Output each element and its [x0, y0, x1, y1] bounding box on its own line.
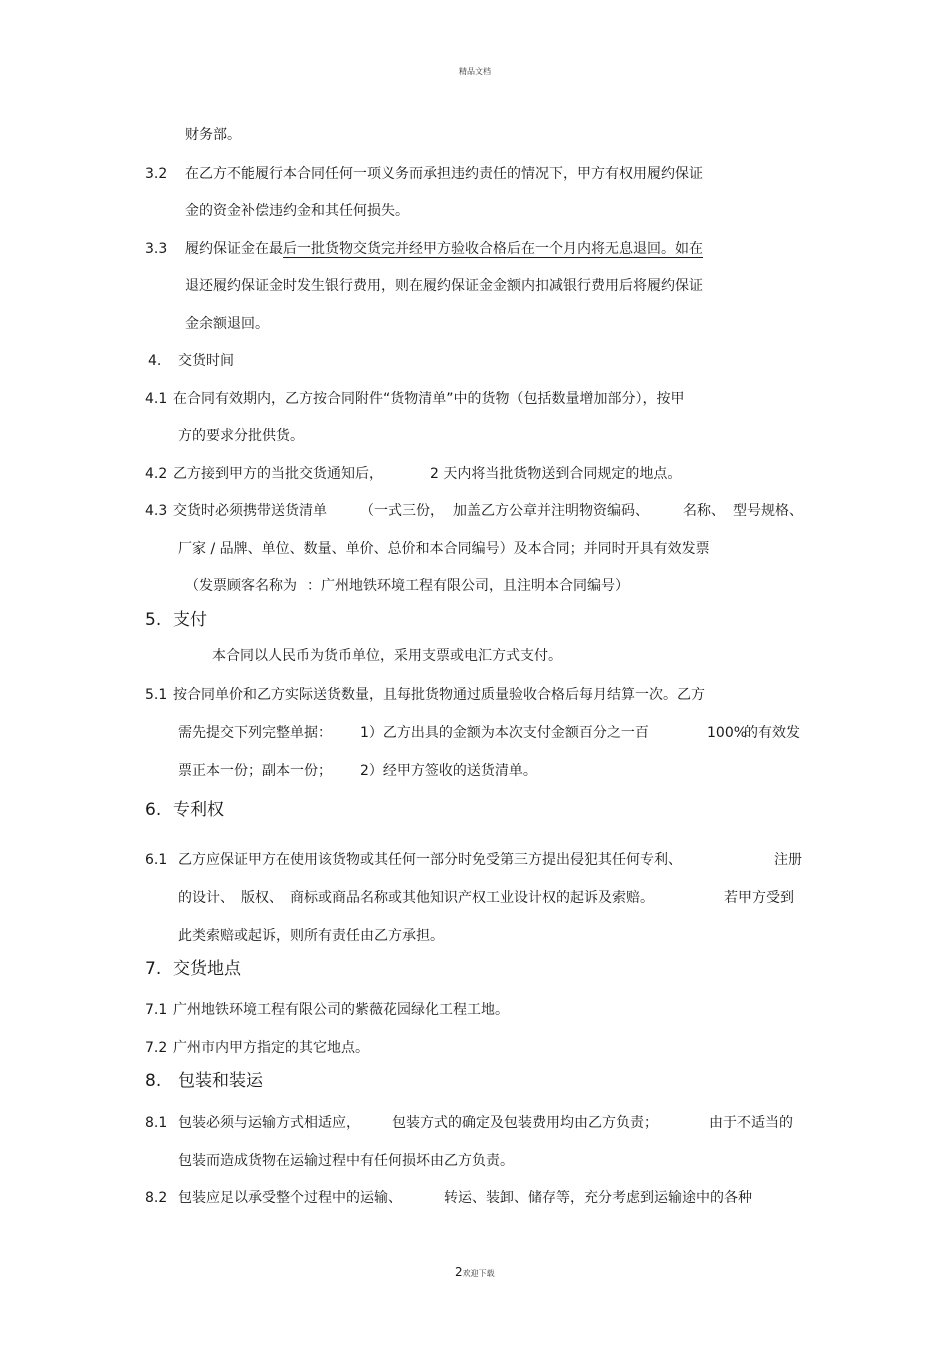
text-line: 此类索赔或起诉，则所有责任由乙方承担。: [178, 928, 444, 944]
text-line: 广州市内甲方指定的其它地点。: [173, 1040, 369, 1056]
text-line: 版权、: [241, 890, 283, 906]
page-footer: [455, 1261, 495, 1280]
clause-number: 5.1: [145, 687, 168, 703]
section-number: 5.: [145, 610, 162, 630]
section-heading: 专利权: [173, 800, 224, 820]
clause-number: 8.1: [145, 1115, 168, 1131]
underlined-text: 后一批货物交货完并经甲方验收合格后在一个月内将无息退回。如在: [283, 241, 703, 257]
text-line: 2）经甲方签收的送货清单。: [360, 763, 537, 779]
text-line: 厂家 / 品牌、单位、数量、单价、总价和本合同编号）及本合同；并同时开具有效发票: [178, 541, 710, 557]
text-line: 财务部。: [185, 127, 241, 143]
clause-number: 3.3: [145, 241, 168, 257]
clause-number: 7.1: [145, 1002, 168, 1018]
text-line: 方的要求分批供货。: [178, 428, 304, 444]
text-line: 1）乙方出具的金额为本次支付金额百分之一百: [360, 725, 649, 741]
text-line: 型号规格、: [733, 503, 803, 519]
section-heading: 支付: [173, 610, 207, 630]
text-line: 金的资金补偿违约金和其任何损失。: [185, 203, 409, 219]
text-line: 包装而造成货物在运输过程中有任何损坏由乙方负责。: [178, 1153, 514, 1169]
text-line: 加盖乙方公章并注明物资编码、: [453, 503, 649, 519]
clause-number: 4.3: [145, 503, 168, 519]
text-line: 需先提交下列完整单据：: [178, 725, 332, 741]
page-number: 2: [455, 1265, 463, 1279]
section-number: 8.: [145, 1071, 162, 1091]
section-number: 7.: [145, 959, 162, 979]
page-header: 精品文档: [459, 67, 491, 76]
text-line: （发票顾客名称为: [185, 578, 297, 594]
text-line: 注册: [774, 852, 802, 868]
text-line: 退还履约保证金时发生银行费用，则在履约保证金金额内扣减银行费用后将履约保证: [185, 278, 703, 294]
section-heading: 包装和装运: [178, 1071, 263, 1091]
clause-number: 4.2: [145, 466, 168, 482]
text-line: ：广州地铁环境工程有限公司，且注明本合同编号）: [307, 578, 629, 594]
text-line: 包装方式的确定及包装费用均由乙方负责；: [392, 1115, 658, 1131]
text-line: 的有效发: [744, 725, 800, 741]
clause-number: 6.1: [145, 852, 168, 868]
text-line: 包装应足以承受整个过程中的运输、: [178, 1190, 402, 1206]
clause-number: 7.2: [145, 1040, 168, 1056]
text-line: 金余额退回。: [185, 316, 269, 332]
section-heading: 交货地点: [173, 959, 241, 979]
footer-label: 欢迎下载: [462, 1269, 495, 1278]
text-line: 乙方应保证甲方在使用该货物或其任何一部分时免受第三方提出侵犯其任何专利、: [178, 852, 682, 868]
clause-number: 4.1: [145, 391, 168, 407]
text-line: 商标或商品名称或其他知识产权工业设计权的起诉及索赔。: [290, 890, 654, 906]
text-line: 的设计、: [178, 890, 234, 906]
text-line: 2 天内将当批货物送到合同规定的地点。: [430, 466, 682, 482]
text-line: 交货时必须携带送货清单: [173, 503, 327, 519]
clause-number: 3.2: [145, 166, 168, 182]
section-number: 4.: [148, 353, 162, 369]
text-line: 本合同以人民币为货币单位，采用支票或电汇方式支付。: [212, 648, 562, 664]
text-line: 广州地铁环境工程有限公司的紫薇花园绿化工程工地。: [173, 1002, 509, 1018]
text-line: 若甲方受到: [724, 890, 794, 906]
text-line: 在乙方不能履行本合同任何一项义务而承担违约责任的情况下，甲方有权用履约保证: [185, 166, 703, 182]
section-heading: 交货时间: [178, 353, 234, 369]
text-line: 由于不适当的: [709, 1115, 793, 1131]
text-line: 在合同有效期内，乙方按合同附件“货物清单”中的货物（包括数量增加部分），按甲: [173, 391, 685, 407]
text-line: 乙方接到甲方的当批交货通知后，: [173, 466, 383, 482]
text-line: 履约保证金在最: [185, 241, 283, 257]
section-number: 6.: [145, 800, 162, 820]
text-line: （一式三份，: [360, 503, 444, 519]
text-line: 按合同单价和乙方实际送货数量，且每批货物通过质量验收合格后每月结算一次。乙方: [173, 687, 705, 703]
clause-number: 8.2: [145, 1190, 168, 1206]
text-line: 转运、装卸、储存等，充分考虑到运输途中的各种: [444, 1190, 752, 1206]
text-line: 票正本一份；副本一份；: [178, 763, 332, 779]
text-line: 包装必须与运输方式相适应，: [178, 1115, 360, 1131]
text-line: 名称、: [683, 503, 725, 519]
text-line: 100%: [707, 725, 748, 741]
